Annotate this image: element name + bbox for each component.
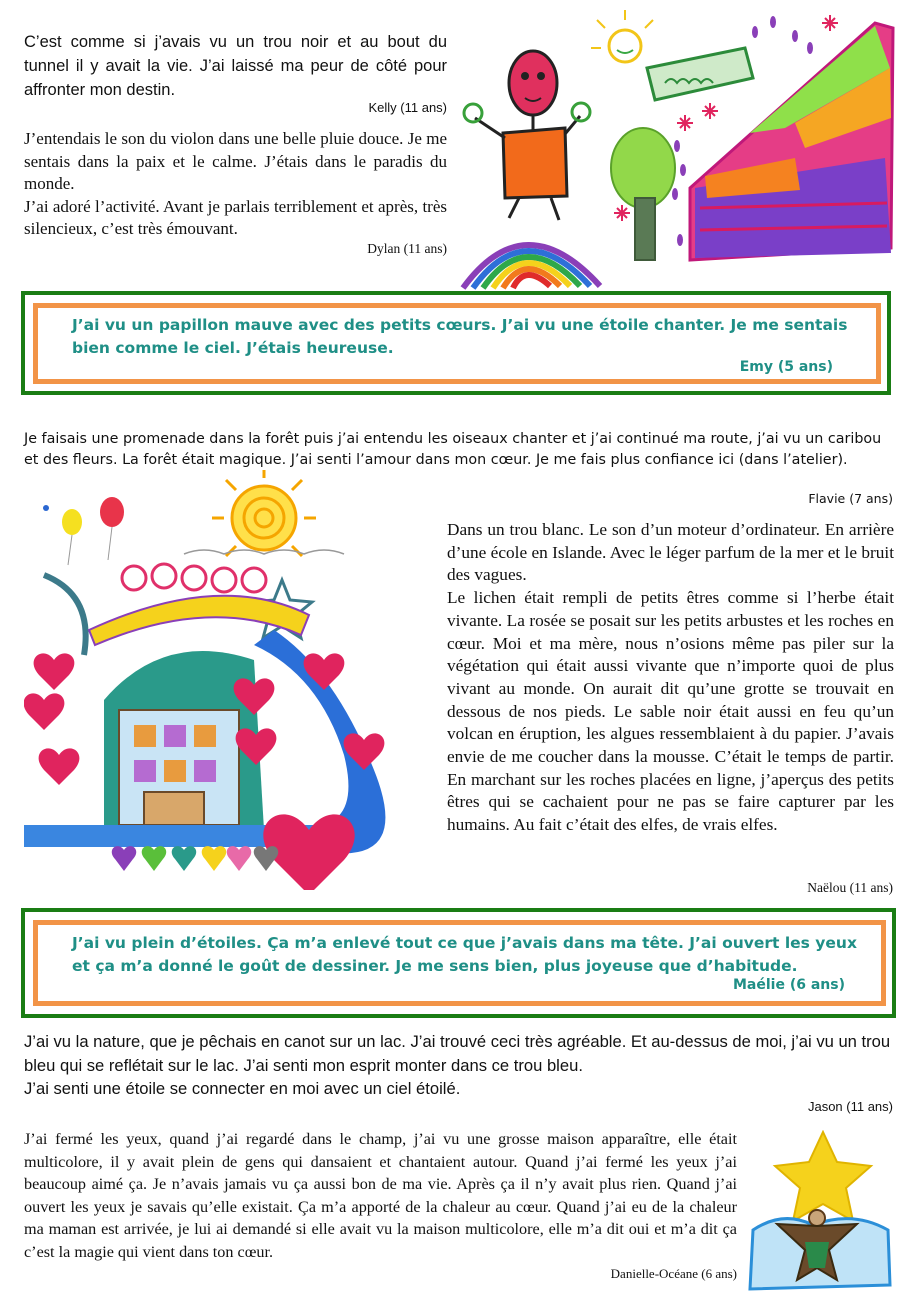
- naelou-signature: Naëlou (11 ans): [807, 880, 893, 895]
- naelou-paragraph-2: Le lichen était rempli de petits êtres comme si l’herbe était vivante. La rosée se posait sur les petits arbustes et les roches en cœur. Moi et ma mère, nous n’osions même pas piler sur la végétation qui était aussi vivante que n’importe quoi de plus vivant au monde. On aurait dit qu’une grotte se trouvait en dessous de nos pieds. Le sable noir était aussi en feu qu’un volcan en éruption, les algues ressemblaient à du papier. J’avais envie de me coucher dans la mousse. C’était le temps de partir. En marchant sur les roches placées en ligne, j’aperçus des petits êtres qui se cachaient pour ne pas se faire capturer par les humains. Au fait c’était des elfes, de vrais elfes.: [447, 588, 894, 835]
- sun-spiral-sketch: [212, 470, 316, 556]
- jason-paragraph-2: J’ai senti une étoile se connecter en moi avec un ciel étoilé.: [24, 1079, 461, 1098]
- child-drawing-colorful-house: [24, 470, 434, 890]
- naelou-testimony: [447, 519, 894, 837]
- dylan-signature: Dylan (11 ans): [367, 241, 447, 256]
- moon-sketch: [44, 575, 86, 655]
- danielle-testimony: J’ai fermé les yeux, quand j’ai regardé dans le champ, j’ai vu une grosse maison apparaître, elle était multicolore, il y avait plein de gens qui dansaient et chantaient autour. Quand j’ai fermé les yeux j’ai beaucoup aimé ça. Je n’avais jamais vu ça aussi bon de ma vie. Après ça il n’y avait plus rien. Quand j’ai ouvert les yeux je savais qu’elle existait. Ça m’a apporté de la chaleur au cœur. Quand j’ai eu de la chaleur ma maman est arrivée, je lui ai demandé si elle avait vu la maison multicolore, elle m’a dit oui et m’a dit ça c’est la magie qui vient dans ton cœur.: [24, 1130, 737, 1261]
- flavie-signature: Flavie (7 ans): [808, 491, 893, 506]
- yellow-star-sketch: [775, 1132, 871, 1221]
- balloons-sketch: [43, 497, 124, 565]
- flavie-testimony: Je faisais une promenade dans la forêt puis j’ai entendu les oiseaux chanter et j’ai continué ma route, j’ai vu un caribou et des fleurs. La forêt était magique. J’ai senti l’amour dans mon cœur. Je me fais plus confiance ici (dans l’atelier).: [24, 431, 882, 468]
- sun-sketch-icon: [591, 10, 653, 62]
- jason-testimony: [24, 1030, 896, 1101]
- dylan-paragraph-1: J’entendais le son du violon dans une belle pluie douce. Je me sentais dans la paix et le calme. J’étais dans le paradis du monde.: [24, 129, 447, 193]
- kelly-signature: Kelly (11 ans): [368, 100, 447, 115]
- dylan-paragraph-2: J’ai adoré l’activité. Avant je parlais terriblement et après, très silencieux, c’est très émouvant.: [24, 196, 447, 238]
- rainbow-sketch: [463, 245, 600, 288]
- sign-board-sketch: [647, 48, 753, 100]
- kelly-testimony: C’est comme si j’avais vu un trou noir et au bout du tunnel il y avait la vie. J’ai laissé ma peur de côté pour affronter mon destin.: [24, 33, 447, 99]
- tree-sketch: [611, 128, 675, 260]
- jason-signature: Jason (11 ans): [807, 1099, 893, 1114]
- maelie-quote-text: J’ai vu plein d’étoiles. Ça m’a enlevé tout ce que j’avais dans ma tête. J’ai ouvert les yeux et ça m’a donné le goût de dessiner. Je me sens bien, plus joyeuse que d’habitude.: [72, 934, 857, 975]
- emy-quote-text: J’ai vu un papillon mauve avec des petits cœurs. J’ai vu une étoile chanter. Je me sentais bien comme le ciel. J’étais heureuse.: [72, 316, 848, 357]
- person-figure: [464, 51, 590, 220]
- naelou-paragraph-1: Dans un trou blanc. Le son d’un moteur d’ordinateur. En arrière d’une école en Islande. Avec le léger parfum de la mer et le bruit des vagues.: [447, 520, 894, 585]
- emy-quote-signature: Emy (5 ans): [739, 359, 833, 375]
- jason-paragraph-1: J’ai vu la nature, que je pêchais en canot sur un lac. J’ai trouvé ceci très agréable. Et au-dessus de moi, j’ai vu un trou bleu qui se reflétait sur le lac. J’ai senti mon esprit monter dans ce trou bleu.: [24, 1032, 891, 1075]
- pink-scribbles: [122, 564, 266, 592]
- child-drawing-star-bird: [745, 1130, 895, 1292]
- maelie-quote-signature: Maélie (6 ans): [733, 977, 845, 993]
- danielle-signature: Danielle-Océane (6 ans): [610, 1266, 737, 1281]
- small-hearts-row: [112, 846, 278, 871]
- child-drawing-person-house: [455, 8, 905, 290]
- dylan-testimony: [24, 128, 447, 241]
